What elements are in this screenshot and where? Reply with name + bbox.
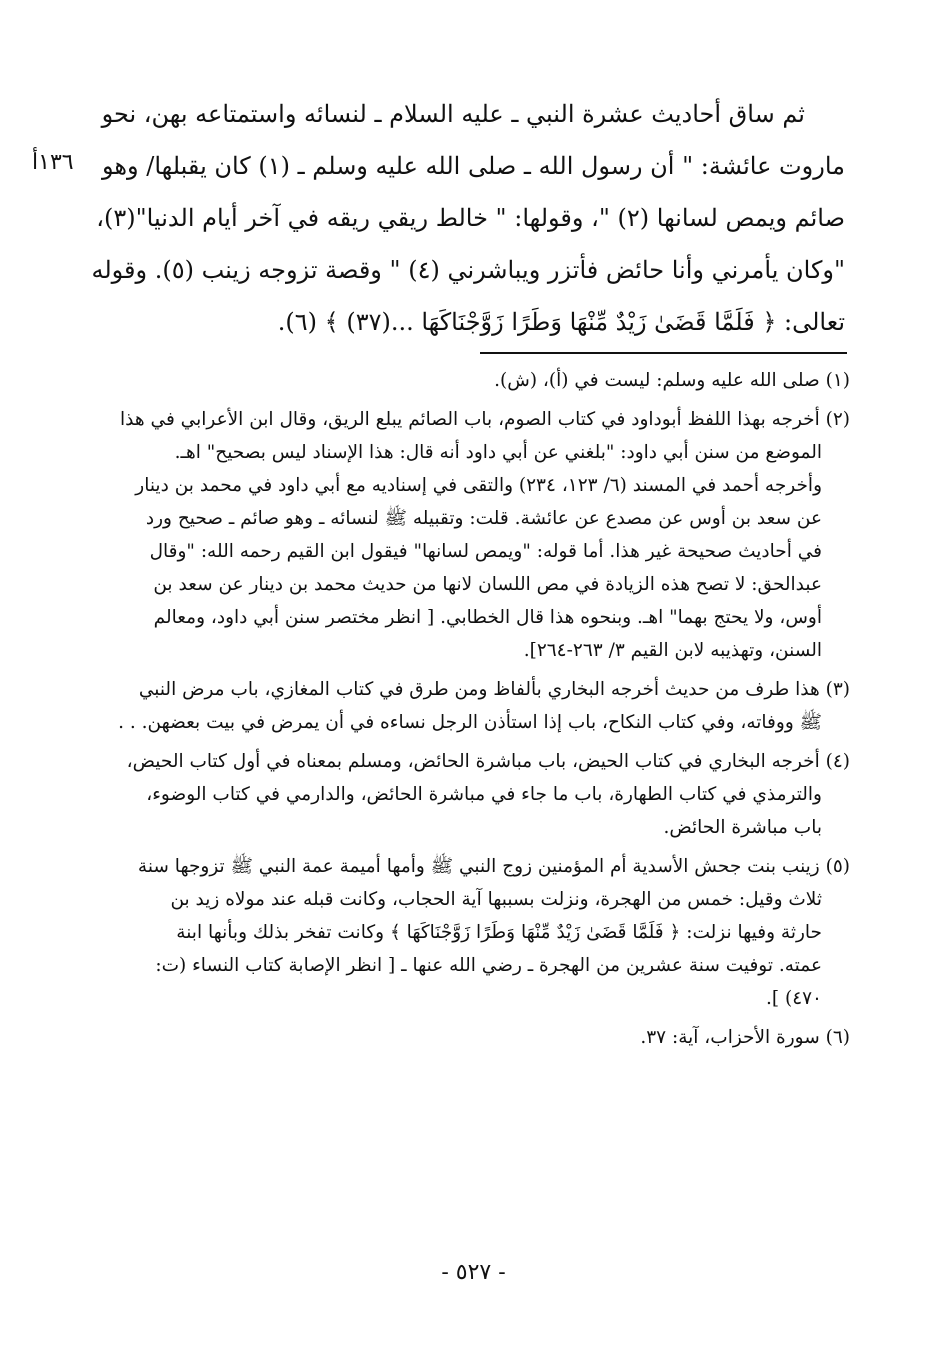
footnote-line: الموضع من سنن أبي داود: "بلغني عن أبي داود أنه قال: هذا الإسناد ليس بصحيح" اهـ. xyxy=(174,442,822,463)
footnotes xyxy=(110,364,850,1060)
footnote-line: (٥) زينب بنت جحش الأسدية أم المؤمنين زوج النبي ﷺ وأمها أميمة عمة النبي ﷺ تزوجها سنة xyxy=(137,856,850,877)
margin-folio-note: ١٣٦أ xyxy=(32,150,74,175)
footnote-line: ﷺ ووفاته، وفي كتاب النكاح، باب إذا استأذن الرجل نساءه في أن يمرض في بيت بعضهن. . . xyxy=(118,712,822,733)
footnote-1 xyxy=(110,364,850,397)
footnote-line: ثلاث وقيل: خمس من الهجرة، ونزلت بسببها آية الحجاب، وكانت قبله عند مولاه زيد بن xyxy=(170,889,822,910)
footnote-line: عبدالحق: لا تصح هذه الزيادة في مص اللسان لانها من حديث محمد بن دينار عن سعد بن xyxy=(153,574,822,595)
main-text-line: ثم ساق أحاديث عشرة النبي ـ عليه السلام ـ لنسائه واستمتاعه بهن، نحو xyxy=(101,100,805,128)
page-number: - ٥٢٧ - xyxy=(441,1260,506,1285)
footnote-line: وأخرجه أحمد في المسند (٦/ ١٢٣، ٢٣٤) والتقى في إسناديه مع أبي داود في محمد بن دينار xyxy=(135,475,822,496)
main-text-line: ماروت عائشة: " أن رسول الله ـ صلى الله عليه وسلم ـ (١) كان يقبلها/ وهو xyxy=(102,152,845,180)
footnote-line: حارثة وفيها نزلت: ﴿ فَلَمَّا قَضَىٰ زَيْدٌ مِّنْهَا وَطَرًا زَوَّجْنَاكَهَا ﴾ وكانت تفخر بذلك وبأنها ابنة xyxy=(176,922,822,943)
footnote-3 xyxy=(110,673,850,739)
footnote-line: عن سعد بن أوس عن مصدع عن عائشة. قلت: وتقبيله ﷺ لنسائه ـ وهو صائم ـ صحيح ورد xyxy=(145,508,822,529)
main-text xyxy=(91,88,845,348)
footnote-5 xyxy=(110,850,850,1015)
footnote-line: (٦) سورة الأحزاب، آية: ٣٧. xyxy=(640,1027,850,1048)
footnote-line: (٢) أخرجه بهذا اللفظ أبوداود في كتاب الصوم، باب الصائم يبلع الريق، وقال ابن الأعرابي في هذا xyxy=(120,409,850,430)
footnote-2 xyxy=(110,403,850,667)
footnote-line: ٤٧٠) ]. xyxy=(765,988,822,1009)
footnote-4 xyxy=(110,745,850,844)
footnote-line: أوس، ولا يحتج بهما" اهـ. وبنحوه هذا قال الخطابي. [ انظر مختصر سنن أبي داود، ومعالم xyxy=(153,607,822,628)
footnote-line: باب مباشرة الحائض. xyxy=(663,817,822,838)
main-text-line: "وكان يأمرني وأنا حائض فأتزر ويباشرني (٤) " وقصة تزوجه زينب (٥). وقوله xyxy=(91,256,845,284)
footnote-line: السنن، وتهذيبه لابن القيم ٣/ ٢٦٣-٢٦٤]. xyxy=(523,640,822,661)
footnote-line: (٤) أخرجه البخاري في كتاب الحيض، باب مباشرة الحائض، ومسلم بمعناه في أول كتاب الحيض، xyxy=(126,751,850,772)
main-text-line: تعالى: ﴿ فَلَمَّا قَضَىٰ زَيْدٌ مِّنْهَا وَطَرًا زَوَّجْنَاكَهَا ...(٣٧) ﴾ (٦). xyxy=(277,308,845,336)
footnote-line: والترمذي في كتاب الطهارة، باب ما جاء في مباشرة الحائض، والدارمي في كتاب الوضوء، xyxy=(146,784,822,805)
footnote-line: عمته. توفيت سنة عشرين من الهجرة ـ رضي الله عنها ـ [ انظر الإصابة كتاب النساء (ت: xyxy=(155,955,822,976)
footnote-6 xyxy=(110,1021,850,1054)
main-text-line: صائم ويمص لسانها (٢) "، وقولها: " خالط ريقي ريقه في آخر أيام الدنيا"(٣)، xyxy=(96,204,845,232)
footnote-line: (٣) هذا طرف من حديث أخرجه البخاري بألفاظ ومن طرق في كتاب المغازي، باب مرض النبي xyxy=(138,679,850,700)
footnote-line: في أحاديث صحيحة غير هذا. أما قوله: "ويمص لسانها" فيقول ابن القيم رحمه الله: "وقال xyxy=(149,541,822,562)
footnote-separator xyxy=(480,352,847,354)
footnote-line: (١) صلى الله عليه وسلم: ليست في (أ)، (ش). xyxy=(494,370,850,391)
